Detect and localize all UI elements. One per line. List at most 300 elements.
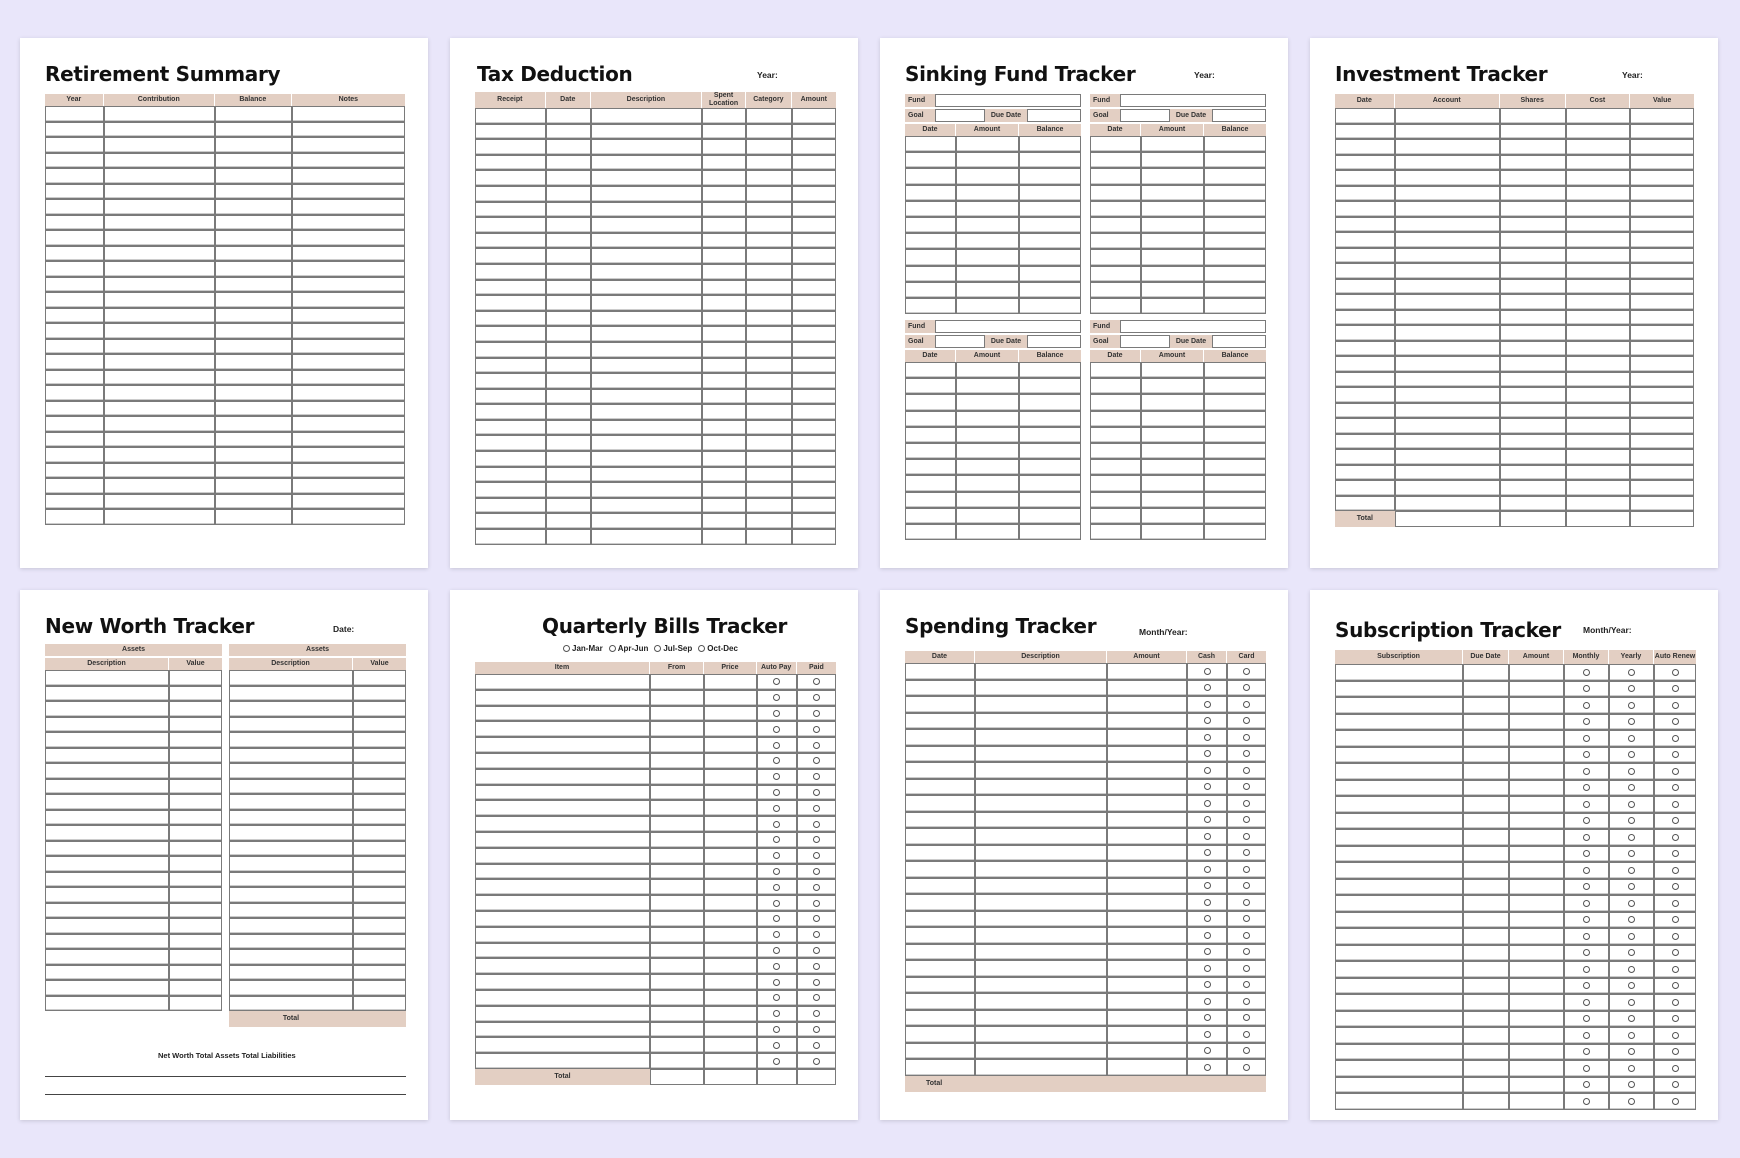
table-cell[interactable]	[702, 248, 746, 264]
table-cell[interactable]	[1141, 282, 1204, 298]
radio-circle[interactable]	[773, 1010, 780, 1017]
table-cell[interactable]	[1187, 746, 1227, 763]
table-cell[interactable]	[1564, 1027, 1609, 1044]
table-cell[interactable]	[797, 832, 836, 848]
table-cell[interactable]	[475, 927, 650, 943]
table-cell[interactable]	[353, 717, 406, 733]
table-cell[interactable]	[757, 879, 797, 895]
radio-circle[interactable]	[1204, 932, 1211, 939]
table-cell[interactable]	[1335, 714, 1463, 731]
table-cell[interactable]	[1566, 170, 1631, 186]
table-cell[interactable]	[797, 895, 836, 911]
table-cell[interactable]	[704, 927, 756, 943]
table-cell[interactable]	[1187, 927, 1227, 944]
table-cell[interactable]	[1500, 465, 1566, 481]
radio-circle[interactable]	[1672, 702, 1679, 709]
table-cell[interactable]	[229, 670, 353, 686]
table-cell[interactable]	[905, 298, 956, 314]
table-cell[interactable]	[1509, 846, 1564, 863]
table-cell[interactable]	[292, 308, 405, 324]
table-cell[interactable]	[1609, 1027, 1654, 1044]
table-cell[interactable]	[1107, 861, 1187, 878]
table-cell[interactable]	[1566, 201, 1631, 217]
radio-circle[interactable]	[1583, 1081, 1590, 1088]
table-cell[interactable]	[104, 277, 215, 293]
table-cell[interactable]	[45, 261, 104, 277]
table-cell[interactable]	[1395, 170, 1500, 186]
table-cell[interactable]	[1090, 298, 1141, 314]
table-cell[interactable]	[1654, 1027, 1696, 1044]
table-cell[interactable]	[1500, 263, 1566, 279]
table-cell[interactable]	[797, 927, 836, 943]
radio-circle[interactable]	[1583, 702, 1590, 709]
table-cell[interactable]	[1204, 233, 1266, 249]
table-cell[interactable]	[1630, 155, 1694, 171]
radio-circle[interactable]	[1204, 717, 1211, 724]
table-cell[interactable]	[757, 674, 797, 690]
table-cell[interactable]	[975, 944, 1107, 961]
table-cell[interactable]	[1566, 341, 1631, 357]
table-cell[interactable]	[905, 185, 956, 201]
table-cell[interactable]	[792, 264, 836, 280]
table-cell[interactable]	[1335, 403, 1395, 419]
radio-circle[interactable]	[1243, 734, 1250, 741]
table-cell[interactable]	[797, 737, 836, 753]
radio-circle[interactable]	[813, 726, 820, 733]
table-cell[interactable]	[1566, 232, 1631, 248]
table-cell[interactable]	[45, 949, 169, 965]
radio-circle[interactable]	[813, 821, 820, 828]
table-cell[interactable]	[1227, 878, 1266, 895]
table-cell[interactable]	[792, 217, 836, 233]
table-cell[interactable]	[1630, 108, 1694, 124]
table-cell[interactable]	[792, 435, 836, 451]
table-cell[interactable]	[475, 800, 650, 816]
table-cell[interactable]	[1463, 747, 1509, 764]
table-cell[interactable]	[757, 800, 797, 816]
table-cell[interactable]	[1566, 356, 1631, 372]
table-cell[interactable]	[975, 861, 1107, 878]
radio-circle[interactable]	[1628, 966, 1635, 973]
table-cell[interactable]	[1630, 496, 1694, 512]
table-cell[interactable]	[1609, 1093, 1654, 1110]
table-cell[interactable]	[475, 513, 546, 529]
table-cell[interactable]	[475, 864, 650, 880]
table-cell[interactable]	[1609, 780, 1654, 797]
table-cell[interactable]	[1630, 186, 1694, 202]
table-cell[interactable]	[215, 215, 292, 231]
table-cell[interactable]	[704, 943, 756, 959]
radio-circle[interactable]	[813, 931, 820, 938]
table-cell[interactable]	[1187, 944, 1227, 961]
table-cell[interactable]	[1509, 1077, 1564, 1094]
radio-circle[interactable]	[773, 821, 780, 828]
table-cell[interactable]	[1500, 434, 1566, 450]
radio-circle[interactable]	[773, 1058, 780, 1065]
table-cell[interactable]	[1107, 944, 1187, 961]
table-cell[interactable]	[1463, 912, 1509, 929]
table-cell[interactable]	[1335, 449, 1395, 465]
table-cell[interactable]	[45, 717, 169, 733]
table-cell[interactable]	[1335, 978, 1463, 995]
radio-circle[interactable]	[1628, 933, 1635, 940]
table-cell[interactable]	[905, 394, 956, 410]
table-cell[interactable]	[1463, 961, 1509, 978]
table-cell[interactable]	[104, 137, 215, 153]
table-cell[interactable]	[1654, 846, 1696, 863]
table-cell[interactable]	[229, 887, 353, 903]
radio-circle[interactable]	[1243, 783, 1250, 790]
radio-circle[interactable]	[1583, 1048, 1590, 1055]
table-cell[interactable]	[1141, 217, 1204, 233]
table-cell[interactable]	[45, 122, 104, 138]
table-cell[interactable]	[1335, 434, 1395, 450]
radio-circle[interactable]	[1672, 1065, 1679, 1072]
goal-input[interactable]	[935, 335, 985, 348]
table-cell[interactable]	[475, 911, 650, 927]
radio-circle[interactable]	[1243, 965, 1250, 972]
table-cell[interactable]	[475, 832, 650, 848]
table-cell[interactable]	[1335, 895, 1463, 912]
table-cell[interactable]	[215, 370, 292, 386]
table-cell[interactable]	[475, 155, 546, 171]
table-cell[interactable]	[650, 1006, 704, 1022]
table-cell[interactable]	[546, 389, 591, 405]
table-cell[interactable]	[1463, 1027, 1509, 1044]
table-cell[interactable]	[1204, 298, 1266, 314]
table-cell[interactable]	[1019, 492, 1081, 508]
table-cell[interactable]	[1630, 325, 1694, 341]
table-cell[interactable]	[1463, 813, 1509, 830]
table-cell[interactable]	[1335, 1044, 1463, 1061]
table-cell[interactable]	[1566, 480, 1631, 496]
table-cell[interactable]	[1609, 763, 1654, 780]
table-cell[interactable]	[292, 230, 405, 246]
table-cell[interactable]	[591, 264, 702, 280]
table-cell[interactable]	[1609, 1011, 1654, 1028]
table-cell[interactable]	[1019, 152, 1081, 168]
table-cell[interactable]	[905, 1043, 975, 1060]
table-cell[interactable]	[104, 354, 215, 370]
table-cell[interactable]	[229, 965, 353, 981]
table-cell[interactable]	[797, 974, 836, 990]
table-cell[interactable]	[1335, 780, 1463, 797]
table-cell[interactable]	[1395, 248, 1500, 264]
radio-circle[interactable]	[1204, 750, 1211, 757]
table-cell[interactable]	[1090, 362, 1141, 378]
table-cell[interactable]	[1463, 796, 1509, 813]
radio-circle[interactable]	[773, 1026, 780, 1033]
table-cell[interactable]	[1463, 681, 1509, 698]
total-cell[interactable]	[353, 1011, 406, 1027]
table-cell[interactable]	[475, 753, 650, 769]
table-cell[interactable]	[746, 342, 791, 358]
table-cell[interactable]	[757, 974, 797, 990]
table-cell[interactable]	[475, 482, 546, 498]
table-cell[interactable]	[905, 152, 956, 168]
table-cell[interactable]	[905, 960, 975, 977]
radio-circle[interactable]	[1243, 915, 1250, 922]
table-cell[interactable]	[45, 918, 169, 934]
radio-circle[interactable]	[813, 710, 820, 717]
table-cell[interactable]	[45, 509, 104, 525]
table-cell[interactable]	[45, 230, 104, 246]
table-cell[interactable]	[475, 848, 650, 864]
radio-circle[interactable]	[1672, 933, 1679, 940]
table-cell[interactable]	[956, 249, 1019, 265]
table-cell[interactable]	[1395, 418, 1500, 434]
table-cell[interactable]	[1630, 139, 1694, 155]
radio-circle[interactable]	[1628, 834, 1635, 841]
table-cell[interactable]	[1564, 714, 1609, 731]
radio-circle[interactable]	[1628, 999, 1635, 1006]
radio-circle[interactable]	[1628, 1048, 1635, 1055]
table-cell[interactable]	[45, 478, 104, 494]
total-cell[interactable]	[704, 1069, 756, 1085]
radio-circle[interactable]	[813, 836, 820, 843]
table-cell[interactable]	[1500, 124, 1566, 140]
table-cell[interactable]	[1141, 233, 1204, 249]
table-cell[interactable]	[1204, 249, 1266, 265]
table-cell[interactable]	[792, 108, 836, 124]
table-cell[interactable]	[1654, 1060, 1696, 1077]
table-cell[interactable]	[1227, 746, 1266, 763]
table-cell[interactable]	[45, 308, 104, 324]
table-cell[interactable]	[650, 974, 704, 990]
table-cell[interactable]	[1107, 663, 1187, 680]
table-cell[interactable]	[1187, 696, 1227, 713]
table-cell[interactable]	[956, 459, 1019, 475]
table-cell[interactable]	[1107, 960, 1187, 977]
table-cell[interactable]	[1564, 928, 1609, 945]
radio-circle[interactable]	[773, 900, 780, 907]
table-cell[interactable]	[1630, 170, 1694, 186]
radio-circle[interactable]	[1243, 800, 1250, 807]
table-cell[interactable]	[45, 199, 104, 215]
table-cell[interactable]	[746, 404, 791, 420]
radio-circle[interactable]	[773, 884, 780, 891]
table-cell[interactable]	[757, 1006, 797, 1022]
table-cell[interactable]	[746, 467, 791, 483]
total-cell[interactable]	[1500, 511, 1566, 527]
table-cell[interactable]	[702, 467, 746, 483]
table-cell[interactable]	[975, 993, 1107, 1010]
radio-circle[interactable]	[1583, 669, 1590, 676]
table-cell[interactable]	[797, 1006, 836, 1022]
table-cell[interactable]	[1609, 961, 1654, 978]
table-cell[interactable]	[591, 342, 702, 358]
table-cell[interactable]	[229, 701, 353, 717]
table-cell[interactable]	[757, 958, 797, 974]
table-cell[interactable]	[1090, 152, 1141, 168]
table-cell[interactable]	[1019, 201, 1081, 217]
table-cell[interactable]	[1630, 434, 1694, 450]
radio-circle[interactable]	[1204, 1031, 1211, 1038]
table-cell[interactable]	[702, 482, 746, 498]
table-cell[interactable]	[1509, 813, 1564, 830]
table-cell[interactable]	[650, 1037, 704, 1053]
table-cell[interactable]	[757, 785, 797, 801]
table-cell[interactable]	[1335, 697, 1463, 714]
radio-circle[interactable]	[1243, 932, 1250, 939]
radio-circle[interactable]	[1672, 966, 1679, 973]
table-cell[interactable]	[1187, 1026, 1227, 1043]
table-cell[interactable]	[1090, 168, 1141, 184]
table-cell[interactable]	[905, 845, 975, 862]
radio-circle[interactable]	[1672, 685, 1679, 692]
table-cell[interactable]	[1204, 152, 1266, 168]
table-cell[interactable]	[104, 246, 215, 262]
radio-circle[interactable]	[1628, 817, 1635, 824]
table-cell[interactable]	[215, 308, 292, 324]
table-cell[interactable]	[650, 879, 704, 895]
table-cell[interactable]	[475, 990, 650, 1006]
table-cell[interactable]	[475, 108, 546, 124]
table-cell[interactable]	[45, 463, 104, 479]
table-cell[interactable]	[1335, 108, 1395, 124]
radio-circle[interactable]	[1583, 982, 1590, 989]
radio-circle[interactable]	[813, 694, 820, 701]
radio-circle[interactable]	[813, 742, 820, 749]
table-cell[interactable]	[1090, 524, 1141, 540]
radio-circle[interactable]	[1583, 735, 1590, 742]
table-cell[interactable]	[1335, 310, 1395, 326]
table-cell[interactable]	[956, 394, 1019, 410]
table-cell[interactable]	[169, 779, 222, 795]
table-cell[interactable]	[797, 721, 836, 737]
radio-circle[interactable]	[1628, 702, 1635, 709]
table-cell[interactable]	[1609, 928, 1654, 945]
table-cell[interactable]	[1609, 846, 1654, 863]
table-cell[interactable]	[1463, 714, 1509, 731]
table-cell[interactable]	[169, 763, 222, 779]
table-cell[interactable]	[1654, 994, 1696, 1011]
table-cell[interactable]	[975, 795, 1107, 812]
table-cell[interactable]	[1187, 828, 1227, 845]
radio-circle[interactable]	[1204, 1047, 1211, 1054]
table-cell[interactable]	[591, 295, 702, 311]
table-cell[interactable]	[546, 358, 591, 374]
table-cell[interactable]	[1654, 1093, 1696, 1110]
radio-circle[interactable]	[1243, 882, 1250, 889]
table-cell[interactable]	[169, 965, 222, 981]
radio-circle[interactable]	[813, 1026, 820, 1033]
table-cell[interactable]	[292, 184, 405, 200]
table-cell[interactable]	[1227, 977, 1266, 994]
table-cell[interactable]	[905, 362, 956, 378]
table-cell[interactable]	[1463, 730, 1509, 747]
table-cell[interactable]	[215, 106, 292, 122]
table-cell[interactable]	[215, 478, 292, 494]
table-cell[interactable]	[546, 342, 591, 358]
table-cell[interactable]	[905, 828, 975, 845]
table-cell[interactable]	[702, 295, 746, 311]
table-cell[interactable]	[1090, 443, 1141, 459]
table-cell[interactable]	[1500, 341, 1566, 357]
table-cell[interactable]	[475, 943, 650, 959]
table-cell[interactable]	[1019, 508, 1081, 524]
table-cell[interactable]	[650, 721, 704, 737]
table-cell[interactable]	[702, 202, 746, 218]
radio-circle[interactable]	[773, 1042, 780, 1049]
table-cell[interactable]	[746, 217, 791, 233]
radio-circle[interactable]	[1628, 801, 1635, 808]
table-cell[interactable]	[1463, 846, 1509, 863]
table-cell[interactable]	[975, 663, 1107, 680]
radio-circle[interactable]	[773, 710, 780, 717]
table-cell[interactable]	[1204, 524, 1266, 540]
table-cell[interactable]	[591, 108, 702, 124]
radio-circle[interactable]	[1204, 948, 1211, 955]
table-cell[interactable]	[1654, 714, 1696, 731]
table-cell[interactable]	[757, 1053, 797, 1069]
radio-circle[interactable]	[1628, 1098, 1635, 1105]
radio-circle[interactable]	[1672, 735, 1679, 742]
table-cell[interactable]	[169, 918, 222, 934]
radio-circle[interactable]	[1204, 1014, 1211, 1021]
table-cell[interactable]	[229, 810, 353, 826]
table-cell[interactable]	[792, 186, 836, 202]
table-cell[interactable]	[746, 451, 791, 467]
table-cell[interactable]	[1335, 730, 1463, 747]
table-cell[interactable]	[1335, 912, 1463, 929]
table-cell[interactable]	[1090, 411, 1141, 427]
table-cell[interactable]	[1107, 680, 1187, 697]
table-cell[interactable]	[1564, 978, 1609, 995]
table-cell[interactable]	[45, 401, 104, 417]
table-cell[interactable]	[905, 136, 956, 152]
table-cell[interactable]	[905, 812, 975, 829]
table-cell[interactable]	[1566, 418, 1631, 434]
table-cell[interactable]	[1509, 730, 1564, 747]
radio-circle[interactable]	[773, 742, 780, 749]
table-cell[interactable]	[1335, 945, 1463, 962]
table-cell[interactable]	[45, 292, 104, 308]
radio-circle[interactable]	[813, 1042, 820, 1049]
radio-circle[interactable]	[1628, 784, 1635, 791]
table-cell[interactable]	[1654, 879, 1696, 896]
table-cell[interactable]	[792, 467, 836, 483]
table-cell[interactable]	[169, 717, 222, 733]
table-cell[interactable]	[169, 949, 222, 965]
table-cell[interactable]	[104, 323, 215, 339]
table-cell[interactable]	[1630, 372, 1694, 388]
table-cell[interactable]	[1141, 168, 1204, 184]
table-cell[interactable]	[104, 432, 215, 448]
table-cell[interactable]	[702, 139, 746, 155]
table-cell[interactable]	[45, 215, 104, 231]
table-cell[interactable]	[1204, 459, 1266, 475]
radio-circle[interactable]	[1672, 1032, 1679, 1039]
table-cell[interactable]	[169, 996, 222, 1012]
table-cell[interactable]	[702, 513, 746, 529]
table-cell[interactable]	[704, 974, 756, 990]
table-cell[interactable]	[1463, 895, 1509, 912]
table-cell[interactable]	[757, 832, 797, 848]
table-cell[interactable]	[1227, 795, 1266, 812]
table-cell[interactable]	[353, 763, 406, 779]
table-cell[interactable]	[292, 354, 405, 370]
table-cell[interactable]	[229, 779, 353, 795]
table-cell[interactable]	[1019, 282, 1081, 298]
table-cell[interactable]	[292, 416, 405, 432]
table-cell[interactable]	[797, 690, 836, 706]
table-cell[interactable]	[1564, 1011, 1609, 1028]
table-cell[interactable]	[1335, 170, 1395, 186]
table-cell[interactable]	[45, 447, 104, 463]
table-cell[interactable]	[1609, 1044, 1654, 1061]
table-cell[interactable]	[104, 509, 215, 525]
